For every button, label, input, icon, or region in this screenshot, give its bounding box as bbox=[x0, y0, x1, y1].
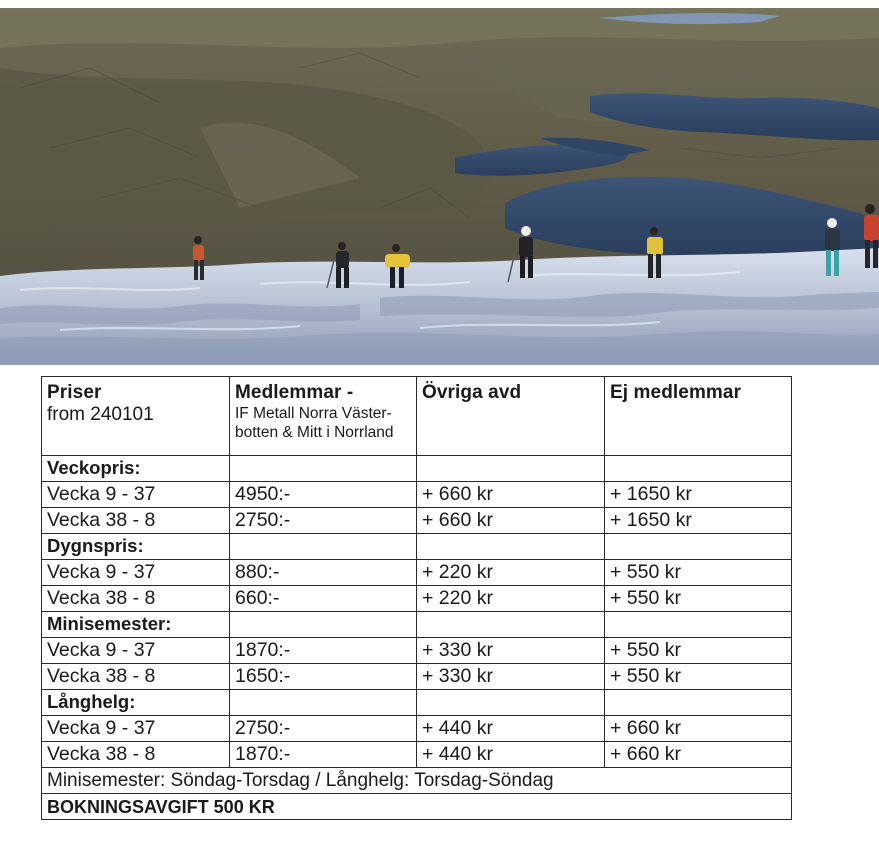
booking-fee-row bbox=[42, 794, 792, 820]
other-dept-price-cell: + 660 kr bbox=[417, 482, 605, 508]
period-cell: Vecka 38 - 8 bbox=[42, 742, 230, 768]
other-dept-price-cell: + 330 kr bbox=[417, 664, 605, 690]
non-member-price-cell: + 1650 kr bbox=[605, 508, 792, 534]
booking-fee: BOKNINGSAVGIFT 500 KR bbox=[42, 794, 792, 820]
non-member-price-cell: + 660 kr bbox=[605, 716, 792, 742]
table-row bbox=[42, 638, 792, 664]
header-prices-title: Priser bbox=[47, 382, 102, 403]
header-cell-prices bbox=[42, 377, 230, 456]
header-members-title: Medlemmar - bbox=[235, 382, 354, 403]
other-dept-price-cell: + 440 kr bbox=[417, 716, 605, 742]
section-title: Veckopris: bbox=[42, 456, 230, 482]
table-row bbox=[42, 664, 792, 690]
member-price-cell: 660:- bbox=[230, 586, 417, 612]
section-title: Långhelg: bbox=[42, 690, 230, 716]
member-price-cell: 1650:- bbox=[230, 664, 417, 690]
table-row bbox=[42, 508, 792, 534]
section-row bbox=[42, 534, 792, 560]
table-header-row bbox=[42, 377, 792, 456]
table-row bbox=[42, 716, 792, 742]
member-price-cell: 2750:- bbox=[230, 508, 417, 534]
non-member-price-cell: + 550 kr bbox=[605, 664, 792, 690]
price-table bbox=[41, 376, 792, 820]
section-title: Minisemester: bbox=[42, 612, 230, 638]
period-cell: Vecka 38 - 8 bbox=[42, 586, 230, 612]
period-cell: Vecka 9 - 37 bbox=[42, 560, 230, 586]
other-dept-price-cell: + 220 kr bbox=[417, 560, 605, 586]
member-price-cell: 1870:- bbox=[230, 742, 417, 768]
period-cell: Vecka 9 - 37 bbox=[42, 638, 230, 664]
period-cell: Vecka 38 - 8 bbox=[42, 664, 230, 690]
header-cell-members bbox=[230, 377, 417, 456]
table-row bbox=[42, 742, 792, 768]
header-other-dept-title: Övriga avd bbox=[422, 382, 522, 403]
member-price-cell: 1870:- bbox=[230, 638, 417, 664]
non-member-price-cell: + 550 kr bbox=[605, 560, 792, 586]
header-cell-non-members bbox=[605, 377, 792, 456]
schedule-note-row bbox=[42, 768, 792, 794]
non-member-price-cell: + 1650 kr bbox=[605, 482, 792, 508]
period-cell: Vecka 38 - 8 bbox=[42, 508, 230, 534]
section-title: Dygnspris: bbox=[42, 534, 230, 560]
section-row bbox=[42, 612, 792, 638]
glacier-hike-photo bbox=[0, 8, 879, 365]
period-cell: Vecka 9 - 37 bbox=[42, 716, 230, 742]
header-members-subtitle: IF Metall Norra Väster-botten & Mitt i Norrland bbox=[235, 405, 394, 441]
non-member-price-cell: + 660 kr bbox=[605, 742, 792, 768]
table-row bbox=[42, 586, 792, 612]
header-cell-other-dept bbox=[417, 377, 605, 456]
header-non-members-title: Ej medlemmar bbox=[610, 382, 742, 403]
other-dept-price-cell: + 440 kr bbox=[417, 742, 605, 768]
table-row bbox=[42, 482, 792, 508]
section-row bbox=[42, 456, 792, 482]
schedule-note: Minisemester: Söndag-Torsdag / Långhelg: Torsdag-Söndag bbox=[42, 768, 792, 794]
other-dept-price-cell: + 660 kr bbox=[417, 508, 605, 534]
table-row bbox=[42, 560, 792, 586]
period-cell: Vecka 9 - 37 bbox=[42, 482, 230, 508]
non-member-price-cell: + 550 kr bbox=[605, 586, 792, 612]
member-price-cell: 4950:- bbox=[230, 482, 417, 508]
non-member-price-cell: + 550 kr bbox=[605, 638, 792, 664]
member-price-cell: 880:- bbox=[230, 560, 417, 586]
member-price-cell: 2750:- bbox=[230, 716, 417, 742]
other-dept-price-cell: + 330 kr bbox=[417, 638, 605, 664]
section-row bbox=[42, 690, 792, 716]
other-dept-price-cell: + 220 kr bbox=[417, 586, 605, 612]
header-prices-date: from 240101 bbox=[47, 404, 154, 425]
